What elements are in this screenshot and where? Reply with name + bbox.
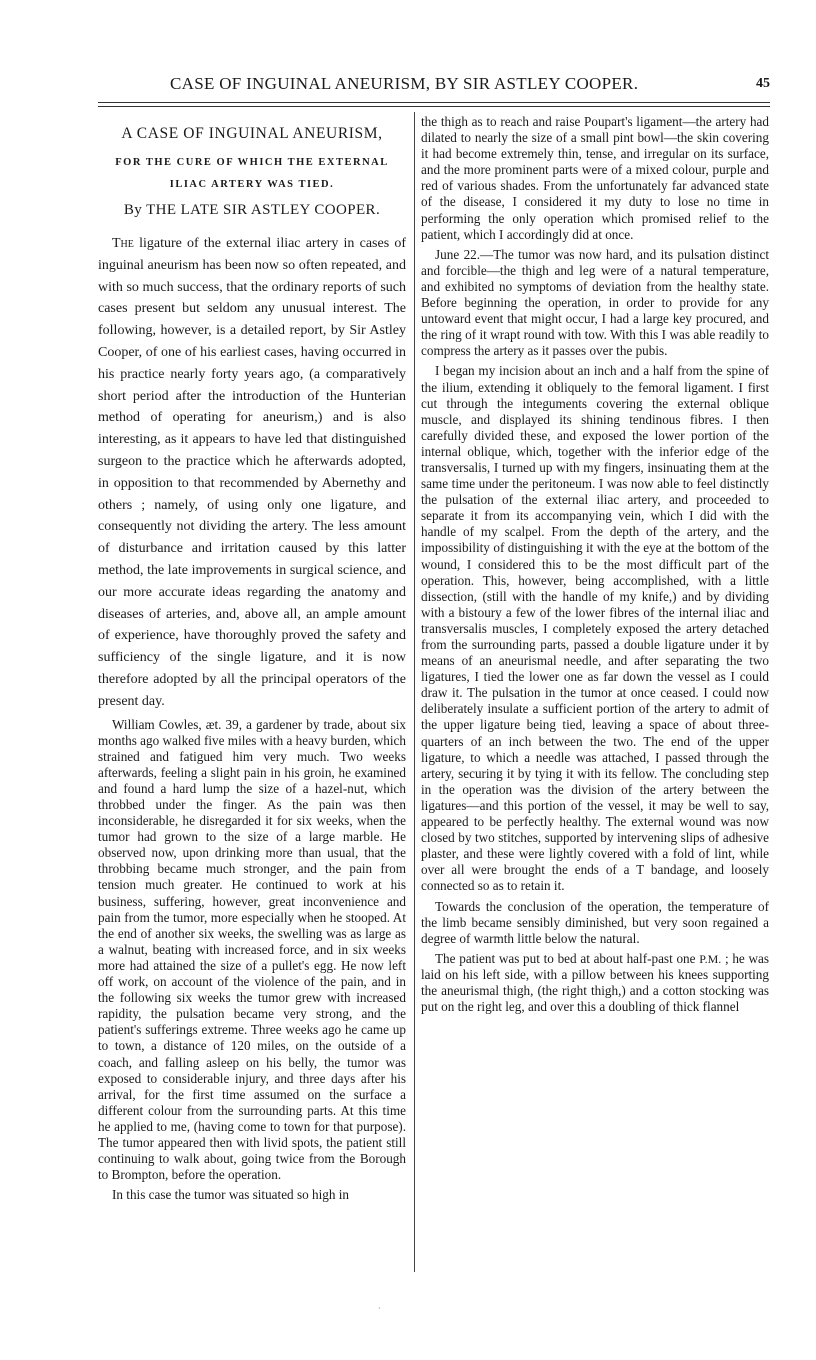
subtitle-line-1: FOR THE CURE OF WHICH THE EXTERNAL	[115, 157, 389, 168]
right-paragraph-4: Towards the conclusion of the operation, the temperature of the limb became sensibly diminished, but very soon regained a degree of warmth little below the natural.	[421, 898, 769, 946]
article-title: A CASE OF INGUINAL ANEURISM,	[121, 125, 383, 142]
intro-text: ligature of the external iliac artery in cases of inguinal aneurism has been now so often repeated, and with so much success, that the ordinary reports of such cases present but seldom any unusual interest. The following, however, is a detailed report, by Sir Astley Cooper, of one of his earliest cases, having occurred in his practice nearly forty years ago, (a comparatively short period after the introduction of the Hunterian method of operating for aneurism,) and is also interesting, as it appears to have led that distinguished surgeon to the practice which he afterwards adopted, in opposition to that recommended by Abernethy and others ; namely, of using only one ligature, and consequently not dividing the artery. The less amount of disturbance and irritation caused by this latter method, the late improvements in surgical science, and our more accurate ideas regarding the anatomy and diseases of arteries, and, above all, an ample amount of experience, have thoroughly proved the safety and sufficiency of the single ligature, and it is now therefore adopted by all the principal operators of the present day.	[98, 236, 406, 709]
right-paragraph-3: I began my incision about an inch and a half from the spine of the ilium, extending it obliquely to the femoral ligament. I first cut through the integuments covering the external oblique muscle, and displayed its shining tendinous fibres. I then carefully divided these, and exposed the lower portion of the internal oblique, which, together with the inferior edge of the transversalis, I turned up with my fingers, insinuating them at the same time under the peritoneum. I was now able to feel distinctly the pulsation of the external iliac artery, and proceeded to separate it from its accompanying vein, which I did with the handle of my scalpel. From the depth of the artery, and the impossibility of distinguishing it with the eye at the bottom of the wound, I considered this to be the most difficult part of the operation. This, however, being accomplished, with a little dissection, (still with the handle of my knife,) and by dividing with a bistoury a few of the lower fibres of the internal iliac and transversalis muscles, I completely exposed the artery detached from the surrounding parts, passed a double ligature under it by means of an aneurismal needle, and after separating the two ligatures, I tied the lower one as far down the vessel as I could draw it. The pulsation in the tumor at once ceased. I could now deliberately insulate a sufficient portion of the artery to admit of the upper ligature being tied, leaving a space of about three-quarters of an inch between the two. The end of the upper ligature, to which a needle was attached, I passed through the artery, securing it by tying it with its fellow. The concluding step in the operation was the division of the artery between the ligatures—and this portion of the vessel, it may be well to say, appeared to be perfectly healthy. The external wound was now closed by two stitches, supported by intervening slips of adhesive plaster, and these were lightly covered with a fold of lint, while over all were brought the ends of a T bandage, and loosely connected so as to retain it.	[421, 363, 769, 894]
p5-rest: ; he was laid on his left side, with a pillow between his knees supporting the aneurismal thigh, (the right thigh,) and a cotton stocking was put on the right leg, and over this a doubling of thick flannel	[421, 950, 770, 1015]
column-divider	[414, 112, 415, 1272]
right-paragraph-2: June 22.—The tumor was now hard, and its pulsation distinct and forcible—the thigh and leg were of a natural temperature, and exhibited no symptoms of deviation from the healthy state. Before beginning the operation, in order to provide for any untoward event that might occur, I had a large key procured, and the ring of it wrapt round with tow. With this I was able readily to compress the artery as it passes over the pubis.	[421, 246, 769, 359]
closing-line: In this case the tumor was situated so high in	[112, 1187, 349, 1203]
intro-paragraph	[98, 233, 406, 713]
article-byline: By THE LATE SIR ASTLEY COOPER.	[123, 202, 381, 218]
article-subtitle	[98, 152, 406, 196]
intro-dropcap: The	[112, 236, 134, 251]
case-paragraph: William Cowles, æt. 39, a gardener by trade, about six months ago walked five miles with a heavy burden, which strained and fatigued him very much. Two weeks afterwards, feeling a slight pain in his groin, he examined and found a hard lump the size of a hazel-nut, which throbbed under the finger. As the pain was then inconsiderable, he disregarded it for six weeks, when the tumor had grown to the size of a large marble. He observed now, upon drinking more than usual, that the throbbing became much stronger, and the pain from tension much greater. He continued to work at his business, suffering, however, great inconvenience and pain from the tumor, more especially when he stooped. At the end of another six weeks, the swelling was as large as a walnut, beating with increased force, and in six weeks more had attained the size of a pullet's egg. He now left off work, on account of the violence of the pain, and in the following six weeks the tumor grew with increased rapidity, the pulsation became very strong, and the patient's sufferings extreme. Three weeks ago he came up to town, a distance of 120 miles, on the outside of a coach, and falling asleep on his belly, the tumor was exposed to considerable injury, and three days after his arrival, for the first time assumed on the surface a different colour from the surrounding parts. At this time he applied to me, (having come to town for that purpose). The tumor appeared then with livid spots, the patient still continuing to walk about, going twice from the Borough to Brompton, before the operation.	[98, 716, 406, 1183]
running-header	[60, 74, 770, 100]
stray-mark: ·	[378, 1304, 381, 1313]
subtitle-line-2: ILIAC ARTERY WAS TIED.	[169, 179, 335, 190]
p5-start: The patient was put to bed at about half-past one	[435, 950, 700, 966]
p5-pm: P.M.	[699, 951, 722, 966]
right-paragraph-1: the thigh as to reach and raise Poupart's ligament—the artery had dilated to nearly the size of a small pint bowl—the skin covering it had become extremely thin, tense, and irregular on its surface, and the more prominent parts were of a mixed colour, purple and red of various shades. From the unfortunately far advanced state of the disease, I considered it my duty to lose no time in performing the only operation which promised relief to the patient, which I accordingly did at once.	[421, 114, 769, 242]
page-number: 45	[756, 76, 770, 91]
left-column	[98, 114, 406, 1203]
right-paragraph-5	[421, 951, 769, 1015]
right-column	[421, 114, 769, 1015]
running-title: CASE OF INGUINAL ANEURISM, BY SIR ASTLEY COOPER.	[170, 74, 639, 93]
header-rule-top	[98, 102, 770, 103]
header-rule-bottom	[98, 106, 770, 107]
